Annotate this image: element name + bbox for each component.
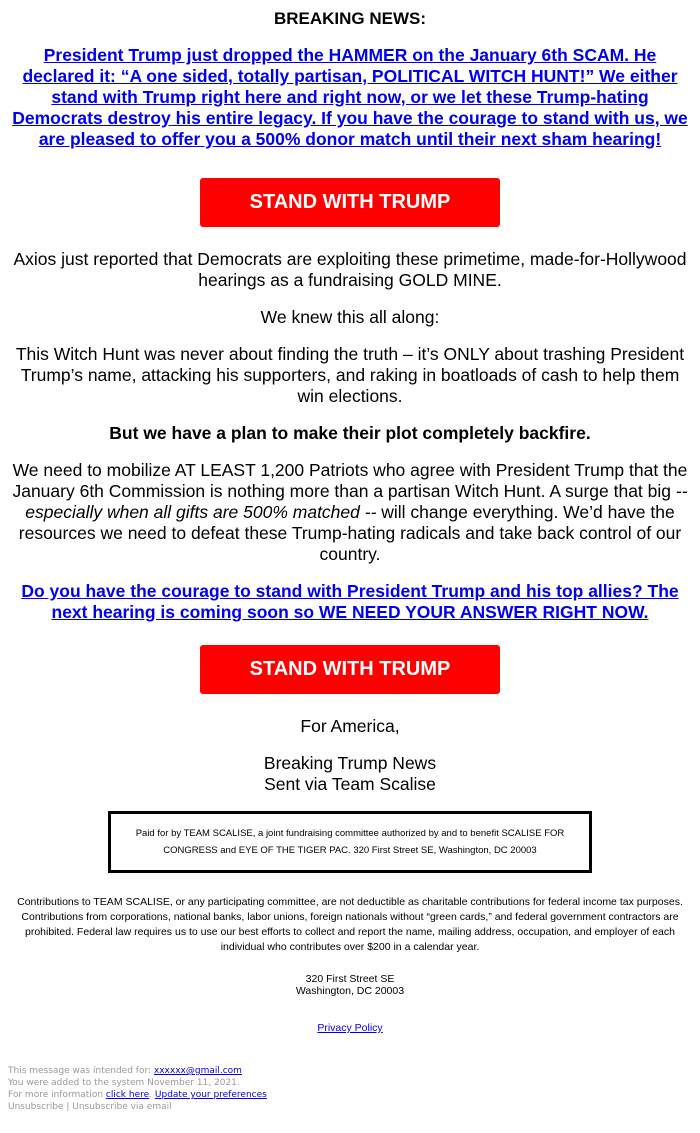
address-line: Washington, DC 20003 [295, 985, 405, 997]
paragraph [8, 460, 692, 565]
signature-sender: Sent via Team Scalise [264, 774, 436, 794]
text: We need to mobilize AT LEAST 1,200 Patriots who agree with President Trump that the January 6th Commission is nothing more than a partisan Witch Hunt. A surge that big [12, 460, 688, 501]
paragraph: This Witch Hunt was never about finding the truth – it’s ONLY about trashing President Trump’s name, attacking his supporters, and raking in boatloads of cash to help them win elections. [15, 344, 685, 406]
click-here-link[interactable]: click here [105, 1090, 150, 1100]
text: will change everything. We’d have the resources we need to defeat these Trump-hating radicals and take back control of our country. [18, 502, 682, 564]
breaking-news-title: BREAKING NEWS: [273, 9, 427, 28]
mailing-address [8, 973, 692, 997]
paid-for-disclaimer: Paid for by TEAM SCALISE, a joint fundraising committee authorized by and to benefit SCALISE FOR CONGRESS and EYE OF THE TIGER PAC. 320 First Street SE, Washington, DC 20003 [108, 811, 592, 873]
signoff: For America, [300, 716, 400, 736]
intended-label: This message was intended for: [8, 1066, 154, 1076]
more-info-label: For more information [8, 1090, 106, 1100]
courage-link[interactable]: Do you have the courage to stand with President Trump and his top allies? The next hearing is coming soon so WE NEED YOUR ANSWER RIGHT NOW. [21, 581, 679, 622]
italic-text: -- especially when all gifts are 500% matched -- [25, 481, 688, 522]
signature-name: Breaking Trump News [263, 753, 437, 773]
address-line: 320 First Street SE [305, 973, 395, 985]
stand-with-trump-button-2[interactable]: STAND WITH TRUMP [200, 645, 500, 694]
email-link[interactable]: xxxxxx@gmail.com [153, 1066, 242, 1076]
email-footer: This message was intended for: xxxxxx@gmail.com You were added to the system November 11, 2021. For more information click here. Update your preferences Unsubscribe | Unsubscribe via email [8, 1066, 267, 1112]
email-body [8, 8, 692, 1039]
legal-notice: Contributions to TEAM SCALISE, or any participating committee, are not deductible as charitable contributions for federal income tax purposes. Contributions from corporations, national banks, labor unions, foreign nationals without “green cards,” and federal government contractors are prohibited. Federal law requires us to use our best efforts to collect and report the name, mailing address, occupation, and employer of each individual who contributes over $200 in a calendar year. [17, 896, 683, 953]
paragraph: Axios just reported that Democrats are exploiting these primetime, made-for-Hollywood hearings as a fundraising GOLD MINE. [13, 249, 687, 290]
paragraph-bold: But we have a plan to make their plot completely backfire. [109, 423, 591, 443]
headline-link[interactable]: President Trump just dropped the HAMMER on the January 6th SCAM. He declared it: “A one sided, totally partisan, POLITICAL WITCH HUNT!” We either stand with Trump right here and right now, or we let these Trump-hating Democrats destroy his entire legacy. If you have the courage to stand with us, we are pleased to offer you a 500% donor match until their next sham hearing! [12, 45, 688, 149]
added-date: You were added to the system November 11, 2021. [8, 1078, 240, 1088]
paragraph: We knew this all along: [260, 307, 440, 327]
privacy-policy-link[interactable]: Privacy Policy [317, 1022, 383, 1034]
unsubscribe-links[interactable]: Unsubscribe | Unsubscribe via email [8, 1102, 172, 1112]
stand-with-trump-button[interactable]: STAND WITH TRUMP [200, 178, 500, 227]
signature [8, 753, 692, 795]
update-preferences-link[interactable]: Update your preferences [154, 1090, 267, 1100]
